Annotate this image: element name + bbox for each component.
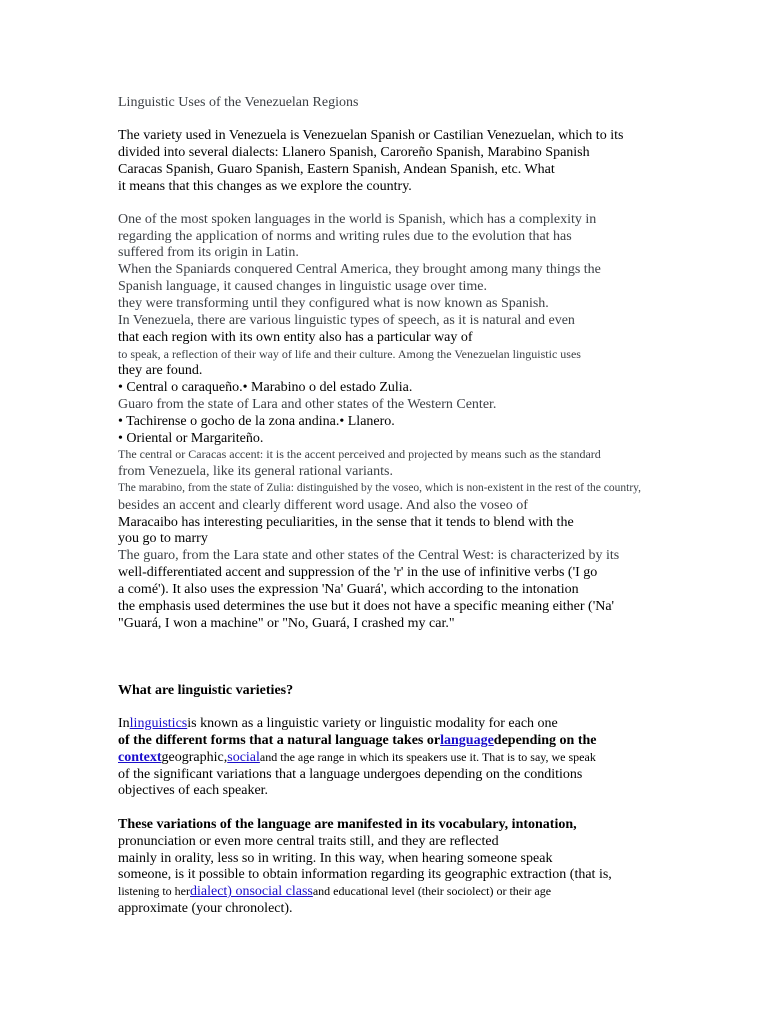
link-social-class[interactable]: social class [249,884,313,899]
text-line: These variations of the language are manifested in its vocabulary, intonation, [118,817,577,832]
text-fragment: depending on the [493,733,597,748]
text-line: of the significant variations that a language undergoes depending on the conditions [118,767,583,782]
list-item: • Tachirense o gocho de la zona andina.• Llanero. [118,414,395,429]
text-fragment: In [118,716,130,731]
link-context[interactable]: context [118,750,162,765]
text-line: The central or Caracas accent: it is the accent perceived and projected by means such as the standard [118,447,601,461]
list-item: • Oriental or Margariteño. [118,431,264,446]
text-line: besides an accent and clearly different word usage. And also the voseo of [118,498,528,513]
text-line: regarding the application of norms and writing rules due to the evolution that has [118,229,572,244]
text-line: divided into several dialects: Llanero Spanish, Caroreño Spanish, Marabino Spanish [118,145,590,160]
link-language[interactable]: language [440,733,494,748]
text-line: The variety used in Venezuela is Venezuelan Spanish or Castilian Venezuelan, which to its [118,128,624,143]
text-line [118,749,596,766]
link-linguistics[interactable]: linguistics [129,716,188,731]
text-line: approximate (your chronolect). [118,901,293,916]
text-line: the emphasis used determines the use but it does not have a specific meaning either ('Na' [118,599,615,614]
text-line: to speak, a reflection of their way of life and their culture. Among the Venezuelan linguistic uses [118,347,581,361]
text-line: One of the most spoken languages in the world is Spanish, which has a complexity in [118,212,597,227]
text-line: Maracaibo has interesting peculiarities, in the sense that it tends to blend with the [118,515,574,530]
text-fragment: and educational level (their sociolect) or their age [312,884,552,898]
text-line: someone, is it possible to obtain information regarding its geographic extraction (that is, [118,867,612,882]
text-fragment: and the age range in which its speakers use it. That is to say, we speak [259,750,596,764]
text-fragment: is known as a linguistic variety or linguistic modality for each one [187,716,558,731]
text-line: they were transforming until they configured what is now known as Spanish. [118,296,549,311]
text-line: that each region with its own entity also has a particular way of [118,330,473,345]
link-social[interactable]: social [227,750,260,765]
text-line: they are found. [118,363,203,378]
text-line: The marabino, from the state of Zulia: distinguished by the voseo, which is non-existent in the rest of the country, [118,482,642,494]
text-fragment: of the different forms that a natural language takes or [118,733,441,748]
text-line: a comé'). It also uses the expression 'Na' Guará', which according to the intonation [118,582,579,597]
text-line [118,715,558,732]
list-item: • Central o caraqueño.• Marabino o del estado Zulia. [118,380,413,395]
text-line: The guaro, from the Lara state and other states of the Central West: is characterized by its [118,548,620,563]
text-line: well-differentiated accent and suppression of the 'r' in the use of infinitive verbs ('I go [118,565,598,580]
text-fragment: listening to her [118,884,190,898]
text-line: from Venezuela, like its general rational variants. [118,464,393,479]
text-line: pronunciation or even more central traits still, and they are reflected [118,834,499,849]
text-line: objectives of each speaker. [118,783,269,798]
link-dialect[interactable]: dialect) on [190,884,250,899]
text-line [118,732,597,749]
text-line: suffered from its origin in Latin. [118,245,299,260]
text-line: it means that this changes as we explore the country. [118,179,412,194]
text-line: mainly in orality, less so in writing. In this way, when hearing someone speak [118,851,553,866]
text-line [118,883,551,900]
text-line: Caracas Spanish, Guaro Spanish, Eastern Spanish, Andean Spanish, etc. What [118,162,555,177]
text-line: "Guará, I won a machine" or "No, Guará, I crashed my car." [118,616,455,631]
text-line: When the Spaniards conquered Central America, they brought among many things the [118,262,601,277]
text-fragment: geographic, [161,750,228,765]
text-line: In Venezuela, there are various linguistic types of speech, as it is natural and even [118,313,575,328]
text-line: you go to marry [118,531,208,546]
section-heading: What are linguistic varieties? [118,683,294,698]
list-item: Guaro from the state of Lara and other states of the Western Center. [118,397,497,412]
document-title: Linguistic Uses of the Venezuelan Regions [118,95,359,110]
text-line: Spanish language, it caused changes in linguistic usage over time. [118,279,487,294]
